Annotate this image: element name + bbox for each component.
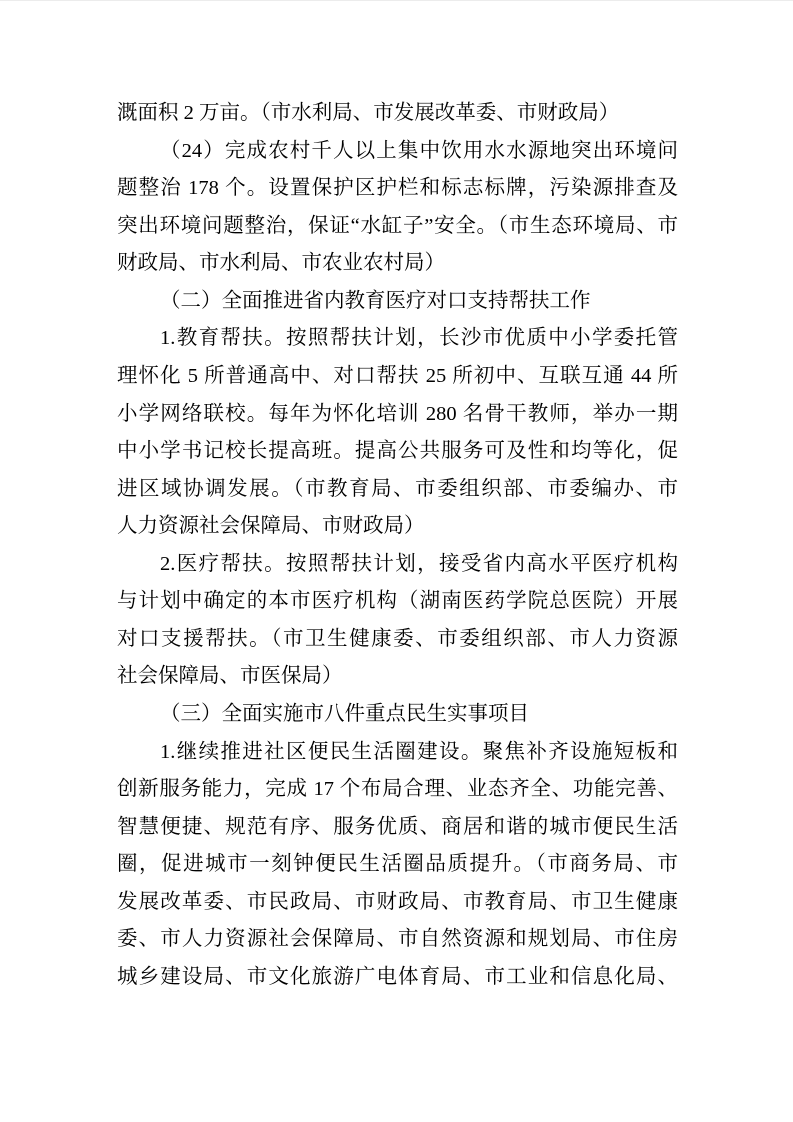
text-line: 突出环境问题整治，保证“水缸子”安全。（市生态环境局、市 [117, 214, 678, 237]
page-top-edge [0, 0, 793, 1]
text-line: 社会保障局、市医保局） [117, 665, 343, 688]
text-line: 与计划中确定的本市医疗机构（湖南医药学院总医院）开展 [117, 590, 678, 613]
text-line: 1.继续推进社区便民生活圈建设。聚焦补齐设施短板和 [160, 740, 678, 763]
text-line: 2.医疗帮扶。按照帮扶计划，接受省内高水平医疗机构 [160, 552, 678, 575]
text-line: （二）全面推进省内教育医疗对口支持帮扶工作 [160, 289, 591, 312]
text-line: 1.教育帮扶。按照帮扶计划，长沙市优质中小学委托管 [160, 327, 678, 350]
text-line: 智慧便捷、规范有序、服务优质、商居和谐的城市便民生活 [117, 815, 678, 838]
document-body [117, 95, 678, 997]
text-line: 城乡建设局、市文化旅游广电体育局、市工业和信息化局、 [117, 965, 678, 988]
text-line: 中小学书记校长提高班。提高公共服务可及性和均等化，促 [117, 440, 678, 463]
text-line: （24）完成农村千人以上集中饮用水水源地突出环境问 [160, 139, 678, 162]
text-line: 人力资源社会保障局、市财政局） [117, 515, 425, 538]
text-line: 对口支援帮扶。（市卫生健康委、市委组织部、市人力资源 [117, 627, 678, 650]
text-line: （三）全面实施市八件重点民生实事项目 [160, 703, 529, 725]
text-line: 创新服务能力，完成 17 个布局合理、业态齐全、功能完善、 [117, 778, 678, 801]
text-line: 理怀化 5 所普通高中、对口帮扶 25 所初中、互联互通 44 所 [117, 364, 678, 387]
text-line: 溉面积 2 万亩。（市水利局、市发展改革委、市财政局） [117, 102, 620, 124]
text-line: 小学网络联校。每年为怀化培训 280 名骨干教师，举办一期 [117, 402, 678, 425]
text-line: 题整治 178 个。设置保护区护栏和标志标牌，污染源排查及 [117, 177, 678, 200]
text-line: 圈，促进城市一刻钟便民生活圈品质提升。（市商务局、市 [117, 853, 678, 876]
text-line: 财政局、市水利局、市农业农村局） [117, 252, 445, 275]
text-line: 委、市人力资源社会保障局、市自然资源和规划局、市住房 [117, 928, 678, 951]
text-line: 发展改革委、市民政局、市财政局、市教育局、市卫生健康 [117, 890, 678, 913]
text-line: 进区域协调发展。（市教育局、市委组织部、市委编办、市 [117, 477, 678, 500]
